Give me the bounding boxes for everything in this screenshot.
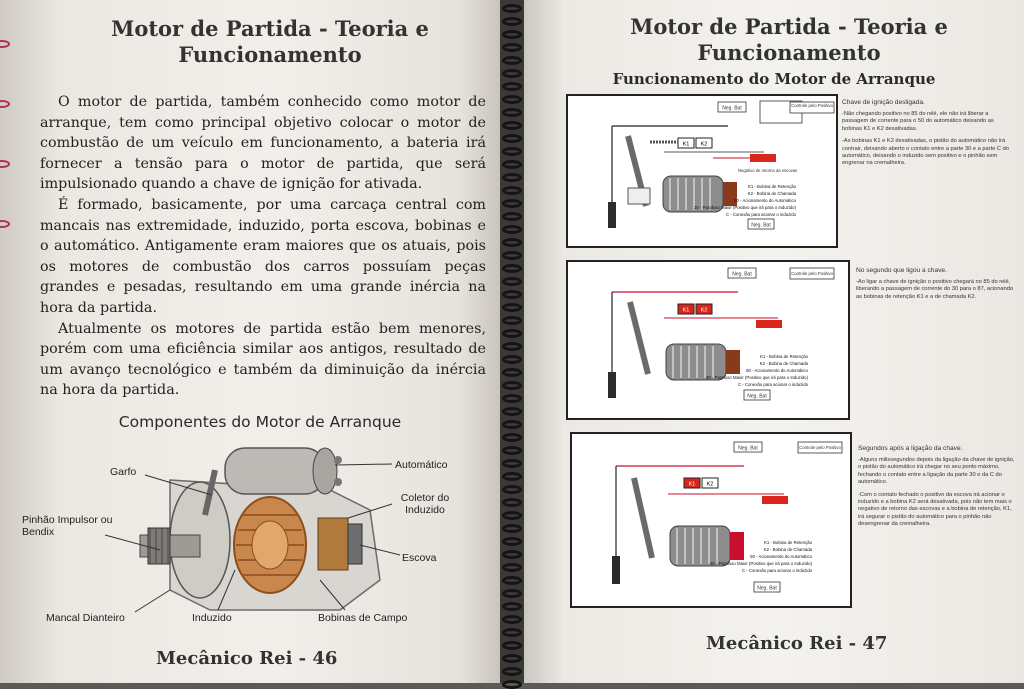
circuit-drawing-3 <box>572 434 850 606</box>
circuit-drawing-2 <box>568 262 848 418</box>
binding-ring <box>502 225 522 234</box>
ground-note: Negativo de retorno da escovas <box>738 168 798 173</box>
binding-ring <box>502 394 522 403</box>
armature <box>234 497 306 593</box>
binding-ring <box>502 446 522 455</box>
footer-left: Mecânico Rei - 46 <box>156 648 338 669</box>
binding-ring <box>502 368 522 377</box>
circuit-diagram-1 <box>566 94 838 248</box>
binding-ring <box>502 381 522 390</box>
binding-ring <box>502 459 522 468</box>
binding-ring <box>502 641 522 650</box>
svg-text:Neg. Bat: Neg. Bat <box>747 393 767 400</box>
diagram-3-heading: Segundos após a ligação da chave. <box>858 445 963 452</box>
binding-ring <box>502 654 522 663</box>
circuit-drawing-1 <box>568 96 836 246</box>
binding-ring <box>502 303 522 312</box>
binding-ring <box>502 277 522 286</box>
control-label: Controle pelo Positivo <box>791 103 833 108</box>
page-title-left: Motor de Partida - Teoria e Funcionamento <box>111 16 429 67</box>
binding-ring <box>502 121 522 130</box>
binding-ring <box>502 485 522 494</box>
footer-right: Mecânico Rei - 47 <box>706 633 888 654</box>
binding-ring <box>502 173 522 182</box>
svg-text:Controle pelo Positivo: Controle pelo Positivo <box>791 271 833 276</box>
label-coletor: Coletor do Induzido <box>400 492 450 516</box>
svg-text:30 - Parafuso Maior (Positivo: 30 - Parafuso Maior (Positivo que irá para o Induzido) <box>710 561 812 566</box>
circuit-diagram-2 <box>566 260 850 420</box>
svg-text:Neg. Bat: Neg. Bat <box>732 271 752 278</box>
diagram-3-note-2: -Com o contato fechado o positivo da escova irá acionar o induzido e a bobina K2 será desativada, pois não tem mais o negativo de retorno das escovas e a bobina de retenção, K1, irá segurar o pistão do automático para o pinhão não desengrenar da cremalheira. <box>858 491 1012 528</box>
components-title: Componentes do Motor de Arranque <box>118 413 402 431</box>
commutator <box>318 518 362 570</box>
label-pinhao: Pinhão Impulsor ou Bendix <box>22 514 113 538</box>
svg-text:30 - Parafuso Maior (Positivo: 30 - Parafuso Maior (Positivo que irá para o Induzido) <box>706 375 808 380</box>
binding-ring <box>502 407 522 416</box>
diagram-1-heading: Chave de ignição desligada. <box>842 99 925 106</box>
binding-ring <box>502 498 522 507</box>
diagram-3-note-1: -Alguns milissegundos depois da ligação da chave de ignição, o pistão do automático irá chegar no seu ponto máximo, fechando o contato entre a ligação da parte 30 e da C do automático. <box>858 457 1015 486</box>
diagram-2-heading: No segundo que ligou a chave. <box>856 267 947 274</box>
svg-text:K2 - Bobina de Chamada: K2 - Bobina de Chamada <box>763 547 812 552</box>
intro-text <box>40 92 486 401</box>
svg-text:50 - Acionamento do Automático: 50 - Acionamento do Automático <box>746 368 808 373</box>
svg-text:50 - Acionamento do Automático: 50 - Acionamento do Automático <box>734 198 796 203</box>
svg-text:Neg. Bat: Neg. Bat <box>757 585 777 592</box>
left-page <box>0 0 500 683</box>
svg-text:K1: K1 <box>688 481 696 488</box>
binding-ring <box>502 628 522 637</box>
binding-ring <box>502 108 522 117</box>
svg-text:K2 - Bobina de Chamada: K2 - Bobina de Chamada <box>747 191 796 196</box>
binding-ring <box>502 563 522 572</box>
svg-text:50 - Acionamento do Automático: 50 - Acionamento do Automático <box>750 554 812 559</box>
neg-label-bottom: Neg. Bat <box>751 222 771 229</box>
label-escova: Escova <box>402 552 437 564</box>
page-title-right: Motor de Partida - Teoria e Funcionamento <box>630 14 948 65</box>
binding-ring <box>502 355 522 364</box>
diagram-1-note-1: -Não chegando positivo no 85 do relé, ele não irá liberar a passagem de corrente para o 50 do automático deixando as bobinas K1 e K2 desativadas. <box>842 111 994 132</box>
neg-label-top: Neg. Bat <box>722 105 742 112</box>
binding-ring <box>502 134 522 143</box>
binding-ring <box>502 238 522 247</box>
binding-ring <box>502 472 522 481</box>
binding-ring <box>502 316 522 325</box>
binding-ring <box>502 82 522 91</box>
svg-text:C - Conexão para acionar o ind: C - Conexão para acionar o induzido <box>742 568 812 573</box>
svg-text:K1: K1 <box>682 307 690 314</box>
binding-ring <box>502 576 522 585</box>
explanation-1 <box>842 98 1012 173</box>
k1-label: K1 <box>682 141 690 148</box>
binding-ring <box>502 342 522 351</box>
circuit-diagram-3 <box>570 432 852 608</box>
binding-ring <box>502 199 522 208</box>
svg-text:K2: K2 <box>706 481 714 488</box>
edge-ring <box>0 40 10 48</box>
paragraph-3: Atualmente os motores de partida estão bem menores, porém com uma eficiência similar aos antigos, resultado de um avanço tecnológico e também da diminuição da inércia na hora da partida. <box>40 320 486 399</box>
binding-ring <box>502 680 522 689</box>
svg-text:30 - Parafuso Maior (Positivo: 30 - Parafuso Maior (Positivo que irá para o Induzido) <box>694 205 796 210</box>
svg-text:K1 - Bobina de Retenção: K1 - Bobina de Retenção <box>747 184 796 189</box>
svg-text:K2: K2 <box>700 307 708 314</box>
svg-text:K1 - Bobina de Retenção: K1 - Bobina de Retenção <box>763 540 812 545</box>
edge-ring <box>0 220 10 228</box>
binding-ring <box>502 17 522 26</box>
binding-ring <box>502 56 522 65</box>
binding-ring <box>502 43 522 52</box>
binding-ring <box>502 290 522 299</box>
label-bobinas: Bobinas de Campo <box>318 612 408 624</box>
binding-ring <box>502 550 522 559</box>
paragraph-1: O motor de partida, também conhecido como motor de arranque, tem como principal objetivo colocar o motor de combustão de um veículo em funcionamento, a bateria irá fornecer a tensão para o motor de partida, que será impulsionado quando a chave de ignição for ativada. <box>40 94 486 193</box>
svg-text:K1 - Bobina de Retenção: K1 - Bobina de Retenção <box>759 354 808 359</box>
spiral-binding <box>500 0 524 683</box>
svg-text:C - Conexão para acionar o ind: C - Conexão para acionar o induzido <box>726 212 796 217</box>
binding-ring <box>502 69 522 78</box>
binding-ring <box>502 615 522 624</box>
svg-text:K2 - Bobina de Chamada: K2 - Bobina de Chamada <box>759 361 808 366</box>
binding-ring <box>502 420 522 429</box>
binding-ring <box>502 537 522 546</box>
solenoid <box>225 448 342 494</box>
right-page <box>524 0 1024 683</box>
binding-ring <box>502 186 522 195</box>
label-induzido: Induzido <box>192 612 232 624</box>
binding-ring <box>502 524 522 533</box>
binding-ring <box>502 160 522 169</box>
svg-text:Controle pelo Positivo: Controle pelo Positivo <box>799 445 841 450</box>
paragraph-2: É formado, basicamente, por uma carcaça central com mancais nas extremidade, induzido, porta escova, bobinas e o automático. Antigamente eram maiores que os atuais, pois os motores de combustão dos carros possuíam peças grandes e pesadas, resultando em uma grande inércia na hora da partida. <box>40 196 486 316</box>
binding-ring <box>502 4 522 13</box>
label-automatico: Automático <box>395 459 448 471</box>
binding-ring <box>502 30 522 39</box>
binding-ring <box>502 329 522 338</box>
binding-ring <box>502 212 522 221</box>
binding-ring <box>502 589 522 598</box>
diagram-1-note-2: -As bobinas K1 e K2 desativadas, o pistão do automático não irá contrair, deixando aberto o contato entre a parte 30 e a parte C do automático, deixando o induzido sem positivo e o pinhão sem engrenar na cremalheira. <box>842 138 1009 167</box>
svg-text:C - Conexão para acionar o ind: C - Conexão para acionar o induzido <box>738 382 808 387</box>
binding-ring <box>502 667 522 676</box>
edge-ring <box>0 160 10 168</box>
explanation-3 <box>858 444 1018 534</box>
edge-ring <box>0 100 10 108</box>
explanation-2 <box>856 266 1016 306</box>
diagram-2-note-1: -Ao ligar a chave de ignição o positivo chegará no 85 do relé, liberando a passagem de corrente do 30 para o 87, acionando as bobinas de retenção K1 e a de chamada K2. <box>856 279 1014 300</box>
binding-ring <box>502 511 522 520</box>
label-mancal: Mancal Dianteiro <box>46 612 125 624</box>
diagrams-subtitle: Funcionamento do Motor de Arranque <box>612 70 936 88</box>
binding-ring <box>502 602 522 611</box>
label-garfo: Garfo <box>110 466 137 478</box>
k2-label: K2 <box>700 141 708 148</box>
svg-text:Neg. Bat: Neg. Bat <box>738 445 758 452</box>
binding-ring <box>502 433 522 442</box>
binding-ring <box>502 147 522 156</box>
binding-ring <box>502 251 522 260</box>
binding-ring <box>502 264 522 273</box>
binding-ring <box>502 95 522 104</box>
